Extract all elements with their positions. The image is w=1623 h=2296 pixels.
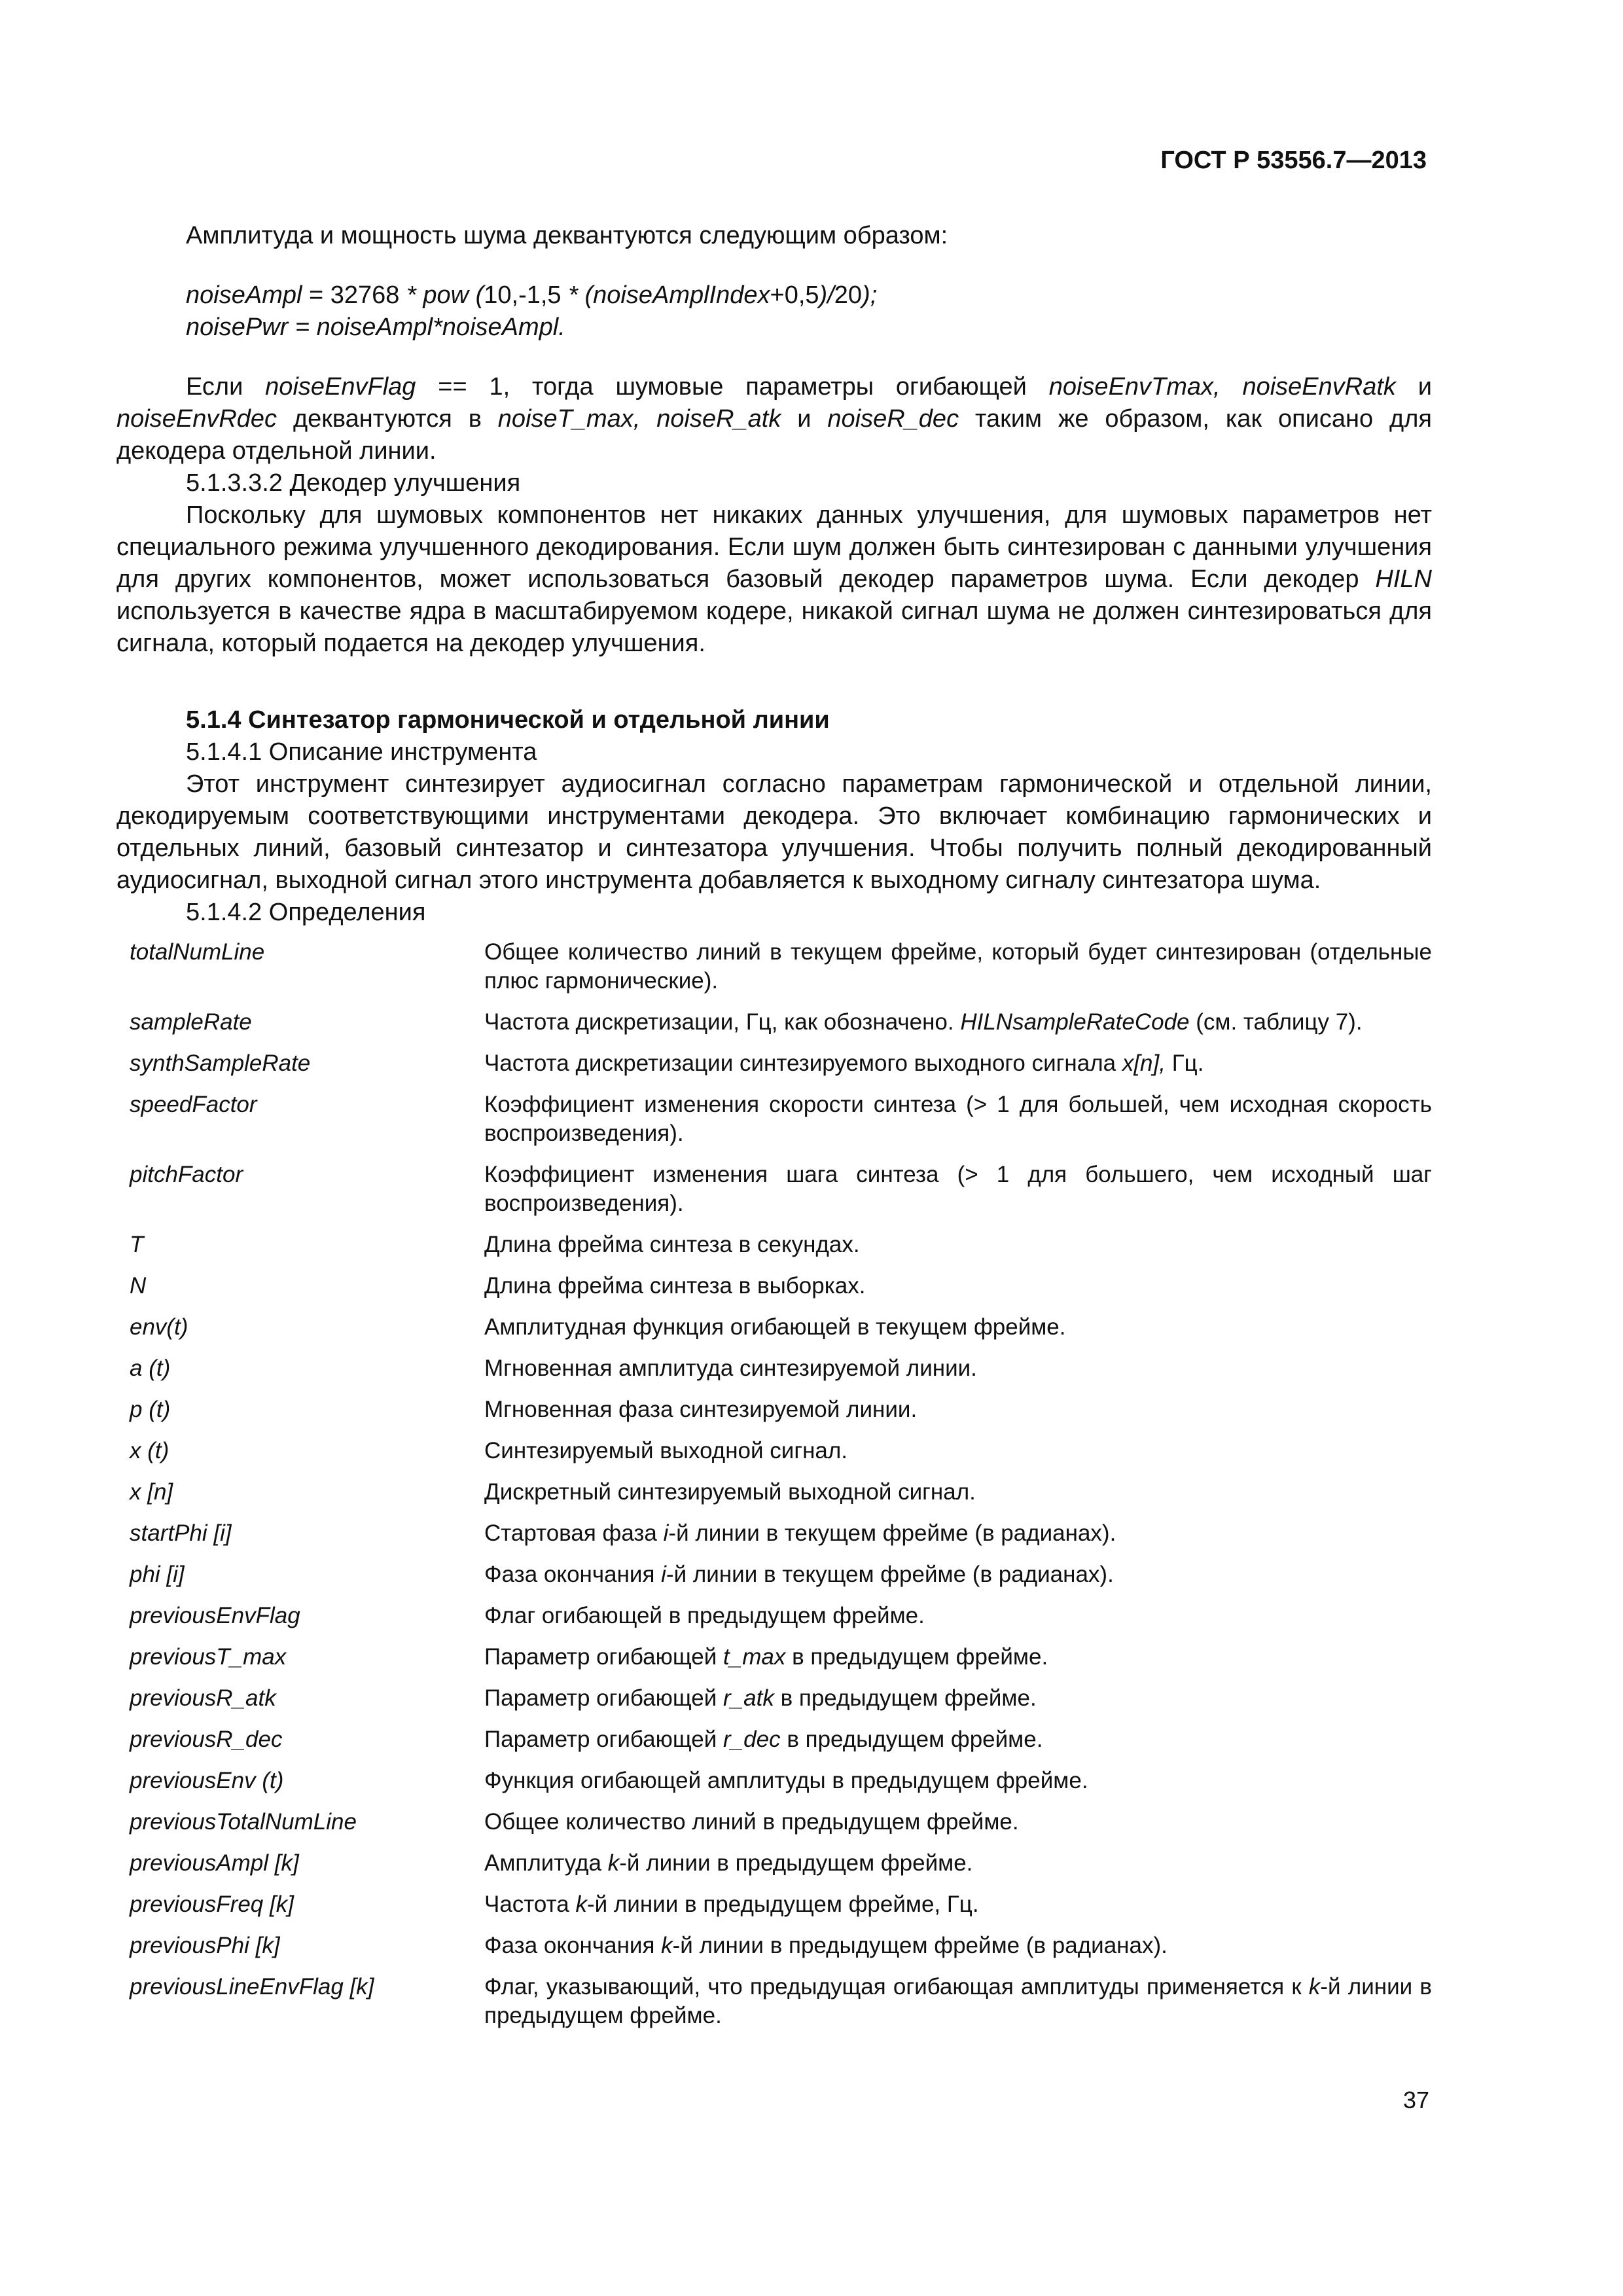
definition-desc: Частота дискретизации синтезируемого выходного сигнала x[n], Гц.: [484, 1050, 1204, 1076]
definition-row: [116, 1643, 1432, 1684]
definition-desc: Параметр огибающей t_max в предыдущем фрейме.: [484, 1644, 1048, 1670]
definition-row: [116, 1160, 1432, 1230]
definition-desc: Флаг, указывающий, что предыдущая огибающая амплитуды применяется к k-й линии в предыдущем фрейме.: [484, 1974, 1432, 2028]
definition-term: previousT_max: [130, 1644, 287, 1670]
definition-term: env(t): [130, 1314, 188, 1340]
definition-term: startPhi [i]: [130, 1520, 232, 1546]
definition-row: [116, 1478, 1432, 1519]
definition-term: previousPhi [k]: [130, 1933, 280, 1958]
definition-row: [116, 1973, 1432, 2043]
definition-term: previousR_dec: [130, 1727, 283, 1752]
heading-5-1-4-2: 5.1.4.2 Определения: [186, 899, 426, 926]
definition-desc: Мгновенная фаза синтезируемой линии.: [484, 1397, 918, 1422]
definition-row: [116, 1313, 1432, 1354]
definition-term: speedFactor: [130, 1092, 257, 1117]
definition-row: [116, 1230, 1432, 1272]
page-content: [116, 220, 1432, 2043]
definition-term: sampleRate: [130, 1009, 252, 1035]
definition-row: [116, 1049, 1432, 1090]
page-number: 37: [1402, 2087, 1429, 2113]
definition-term: previousFreq [k]: [130, 1892, 294, 1917]
definition-desc: Параметр огибающей r_dec в предыдущем фрейме.: [484, 1727, 1043, 1752]
definition-term: previousR_atk: [130, 1685, 276, 1711]
definition-row: [116, 1602, 1432, 1643]
definition-term: previousEnvFlag: [130, 1603, 300, 1628]
definition-row: [116, 1560, 1432, 1602]
definition-term: N: [130, 1273, 147, 1299]
heading-5-1-4: 5.1.4 Синтезатор гармонической и отдельной линии: [186, 706, 830, 734]
definition-desc: Амплитудная функция огибающей в текущем фрейме.: [484, 1314, 1066, 1340]
paragraph-enhancement-decoder: Поскольку для шумовых компонентов нет никаких данных улучшения, для шумовых параметров нет специального режима улучшенного декодирования. Если шум должен быть синтезирован с данными улучшения для других компонентов, может использоваться базовый декодер параметров шума. Если декодер HILN используется в качестве ядра в масштабируемом кодере, никакой сигнал шума не должен синтезироваться для сигнала, который подается на декодер улучшения.: [116, 501, 1432, 657]
definition-desc: Коэффициент изменения шага синтеза (> 1 для большего, чем исходный шаг воспроизведения).: [484, 1162, 1432, 1216]
definition-term: T: [130, 1232, 144, 1257]
paragraph-noise-env: Если noiseEnvFlag == 1, тогда шумовые параметры огибающей noiseEnvTmax, noiseEnvRatk и noiseEnvRdec деквантуются в noiseT_max, noiseR_atk и noiseR_dec таким же образом, как описано для декодера отдельной линии.: [116, 373, 1432, 465]
definition-row: [116, 1767, 1432, 1808]
definition-row: [116, 1090, 1432, 1160]
definition-row: [116, 1437, 1432, 1478]
definition-row: [116, 1890, 1432, 1931]
definition-desc: Частота k-й линии в предыдущем фрейме, Гц.: [484, 1892, 979, 1917]
definition-term: p (t): [130, 1397, 171, 1422]
definition-term: previousAmpl [k]: [130, 1850, 299, 1876]
paragraph-tool-description: Этот инструмент синтезирует аудиосигнал согласно параметрам гармонической и отдельной линии, декодируемым соответствующими инструментами декодера. Это включает комбинацию гармонических и отдельных линий, базовый синтезатор и синтезатора улучшения. Чтобы получить полный декодированный аудиосигнал, выходной сигнал этого инструмента добавляется к выходному сигналу синтезатора шума.: [116, 770, 1432, 894]
definition-row: [116, 1808, 1432, 1849]
definition-desc: Синтезируемый выходной сигнал.: [484, 1438, 848, 1463]
paragraph-noise-intro: Амплитуда и мощность шума деквантуются следующим образом:: [186, 222, 948, 249]
definition-term: pitchFactor: [130, 1162, 243, 1187]
definitions-table: [116, 938, 1432, 2043]
definition-term: synthSampleRate: [130, 1050, 311, 1076]
definition-desc: Длина фрейма синтеза в выборках.: [484, 1273, 866, 1299]
formula-noise-ampl: noiseAmpl = 32768 * pow (10,-1,5 * (noiseAmplIndex+0,5)/20);: [186, 281, 878, 309]
definition-desc: Дискретный синтезируемый выходной сигнал.: [484, 1479, 976, 1505]
heading-5-1-4-1: 5.1.4.1 Описание инструмента: [186, 738, 537, 766]
definition-desc: Параметр огибающей r_atk в предыдущем фрейме.: [484, 1685, 1037, 1711]
definition-term: x [n]: [130, 1479, 173, 1505]
definition-term: previousLineEnvFlag [k]: [130, 1974, 374, 2000]
definition-row: [116, 1684, 1432, 1725]
definition-desc: Мгновенная амплитуда синтезируемой линии.: [484, 1355, 977, 1381]
definition-desc: Общее количество линий в текущем фрейме, который будет синтезирован (отдельные плюс гармонические).: [484, 939, 1432, 994]
definition-row: [116, 1395, 1432, 1437]
definition-desc: Общее количество линий в предыдущем фрейме.: [484, 1809, 1019, 1835]
definition-desc: Стартовая фаза i-й линии в текущем фрейме (в радианах).: [484, 1520, 1116, 1546]
definition-desc: Флаг огибающей в предыдущем фрейме.: [484, 1603, 925, 1628]
definition-term: phi [i]: [130, 1562, 185, 1587]
definition-row: [116, 1849, 1432, 1890]
definition-row: [116, 1519, 1432, 1560]
definition-row: [116, 938, 1432, 1008]
formula-block: [116, 279, 1432, 344]
definition-desc: Фаза окончания i-й линии в текущем фрейме (в радианах).: [484, 1562, 1114, 1587]
definition-term: previousTotalNumLine: [130, 1809, 357, 1835]
definition-row: [116, 1931, 1432, 1973]
definition-desc: Функция огибающей амплитуды в предыдущем фрейме.: [484, 1768, 1088, 1793]
definition-term: previousEnv (t): [130, 1768, 284, 1793]
definition-row: [116, 1272, 1432, 1313]
definition-row: [116, 1725, 1432, 1767]
formula-noise-pwr: noisePwr = noiseAmpl*noiseAmpl.: [186, 314, 565, 341]
definition-desc: Длина фрейма синтеза в секундах.: [484, 1232, 860, 1257]
definition-term: x (t): [130, 1438, 169, 1463]
definition-desc: Амплитуда k-й линии в предыдущем фрейме.: [484, 1850, 973, 1876]
heading-5-1-3-3-2: 5.1.3.3.2 Декодер улучшения: [186, 469, 521, 497]
definition-row: [116, 1354, 1432, 1395]
standard-header: ГОСТ Р 53556.7—2013: [1160, 147, 1427, 174]
definition-row: [116, 1008, 1432, 1049]
definition-term: a (t): [130, 1355, 171, 1381]
definition-term: totalNumLine: [130, 939, 265, 965]
definition-desc: Частота дискретизации, Гц, как обозначено. HILNsampleRateCode (см. таблицу 7).: [484, 1009, 1363, 1035]
definition-desc: Коэффициент изменения скорости синтеза (> 1 для большей, чем исходная скорость воспроизведения).: [484, 1092, 1432, 1146]
definition-desc: Фаза окончания k-й линии в предыдущем фрейме (в радианах).: [484, 1933, 1168, 1958]
